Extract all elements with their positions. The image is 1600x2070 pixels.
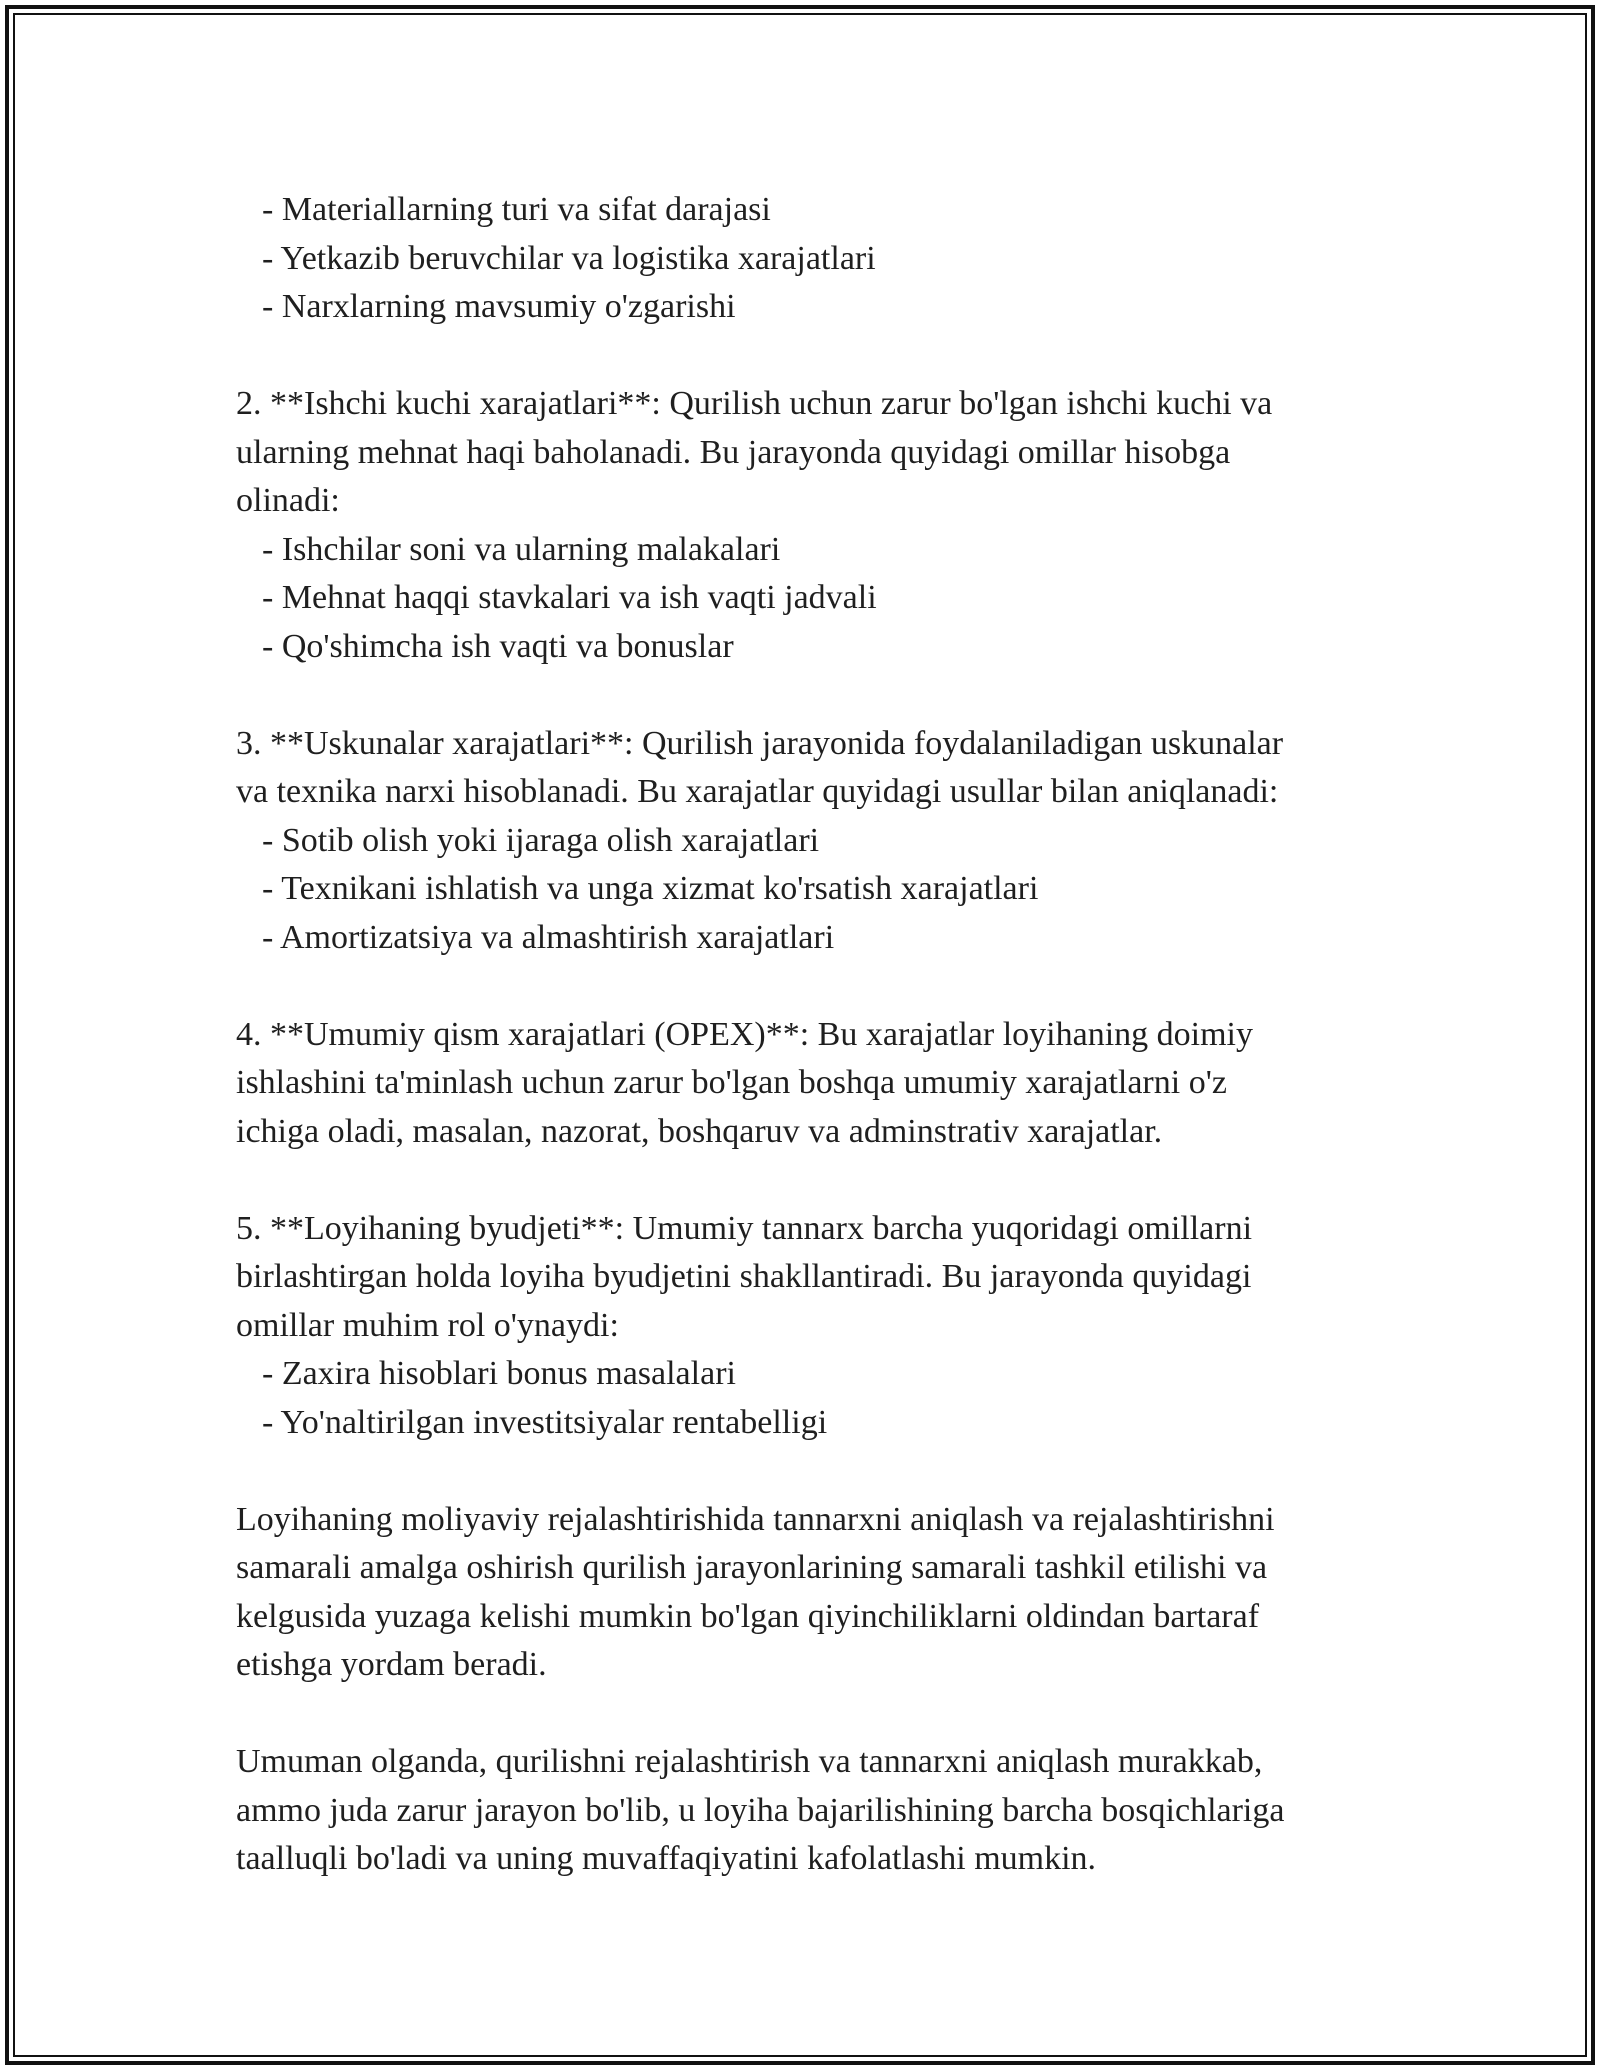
paragraph-line: taalluqli bo'ladi va uning muvaffaqiyatini kafolatlashi mumkin. bbox=[236, 1840, 1097, 1877]
section-text-line: ishlashini ta'minlash uchun zarur bo'lgan boshqa umumiy xarajatlarni o'z bbox=[236, 1064, 1227, 1101]
paragraph-line: etishga yordam beradi. bbox=[236, 1646, 547, 1683]
list-item: - Zaxira hisoblari bonus masalalari bbox=[262, 1355, 736, 1392]
list-item: - Yetkazib beruvchilar va logistika xarajatlari bbox=[262, 239, 876, 277]
list-item: - Texnikani ishlatish va unga xizmat ko'rsatish xarajatlari bbox=[262, 870, 1039, 907]
section-equipment-costs bbox=[236, 720, 1386, 963]
section-labor-costs bbox=[236, 380, 1386, 671]
paragraph-financial-planning bbox=[236, 1496, 1386, 1690]
paragraph-line: Loyihaning moliyaviy rejalashtirishida tannarxni aniqlash va rejalashtirishni bbox=[236, 1500, 1275, 1538]
spacer bbox=[236, 1447, 1386, 1496]
paragraph-line: samarali amalga oshirish qurilish jarayonlarining samarali tashkil etilishi va bbox=[236, 1549, 1268, 1586]
list-item: - Ishchilar soni va ularning malakalari bbox=[262, 530, 781, 568]
section-project-budget bbox=[236, 1205, 1386, 1448]
list-item: - Materiallarning turi va sifat darajasi bbox=[262, 191, 771, 228]
section-text-line: olinadi: bbox=[236, 482, 340, 519]
spacer bbox=[236, 1156, 1386, 1205]
list-item: - Mehnat haqqi stavkalari va ish vaqti jadvali bbox=[262, 579, 877, 616]
section-text-line: 2. **Ishchi kuchi xarajatlari**: Qurilish uchun zarur bo'lgan ishchi kuchi va bbox=[236, 385, 1273, 422]
list-item: - Narxlarning mavsumiy o'zgarishi bbox=[262, 288, 736, 325]
section-text-line: 4. **Umumiy qism xarajatlari (OPEX)**: Bu xarajatlar loyihaning doimiy bbox=[236, 1015, 1253, 1053]
paragraph-line: kelgusida yuzaga kelishi mumkin bo'lgan qiyinchiliklarni oldindan bartaraf bbox=[236, 1597, 1260, 1635]
list-item: - Sotib olish yoki ijaraga olish xarajatlari bbox=[262, 821, 820, 859]
paragraph-line: Umuman olganda, qurilishni rejalashtirish va tannarxni aniqlash murakkab, bbox=[236, 1743, 1263, 1780]
paragraph-conclusion bbox=[236, 1738, 1386, 1884]
section-text-line: omillar muhim rol o'ynaydi: bbox=[236, 1306, 619, 1344]
spacer bbox=[236, 1690, 1386, 1739]
document-body bbox=[236, 186, 1386, 1884]
section-text-line: ularning mehnat haqi baholanadi. Bu jarayonda quyidagi omillar hisobga bbox=[236, 433, 1231, 471]
spacer bbox=[236, 332, 1386, 381]
spacer bbox=[236, 671, 1386, 720]
section-text-line: ichiga oladi, masalan, nazorat, boshqaruv va adminstrativ xarajatlar. bbox=[236, 1112, 1163, 1150]
list-item: - Amortizatsiya va almashtirish xarajatlari bbox=[262, 918, 835, 956]
list-item: - Yo'naltirilgan investitsiyalar rentabelligi bbox=[262, 1403, 828, 1441]
section-opex bbox=[236, 1011, 1386, 1157]
list-item: - Qo'shimcha ish vaqti va bonuslar bbox=[262, 627, 734, 665]
section-text-line: 3. **Uskunalar xarajatlari**: Qurilish jarayonida foydalaniladigan uskunalar bbox=[236, 724, 1284, 762]
section-text-line: birlashtirgan holda loyiha byudjetini shakllantiradi. Bu jarayonda quyidagi bbox=[236, 1258, 1252, 1295]
spacer bbox=[236, 962, 1386, 1011]
section-text-line: va texnika narxi hisoblanadi. Bu xarajatlar quyidagi usullar bilan aniqlanadi: bbox=[236, 773, 1279, 810]
intro-bullet-list bbox=[236, 186, 1386, 332]
section-text-line: 5. **Loyihaning byudjeti**: Umumiy tannarx barcha yuqoridagi omillarni bbox=[236, 1209, 1253, 1247]
paragraph-line: ammo juda zarur jarayon bo'lib, u loyiha bajarilishining barcha bosqichlariga bbox=[236, 1791, 1285, 1829]
